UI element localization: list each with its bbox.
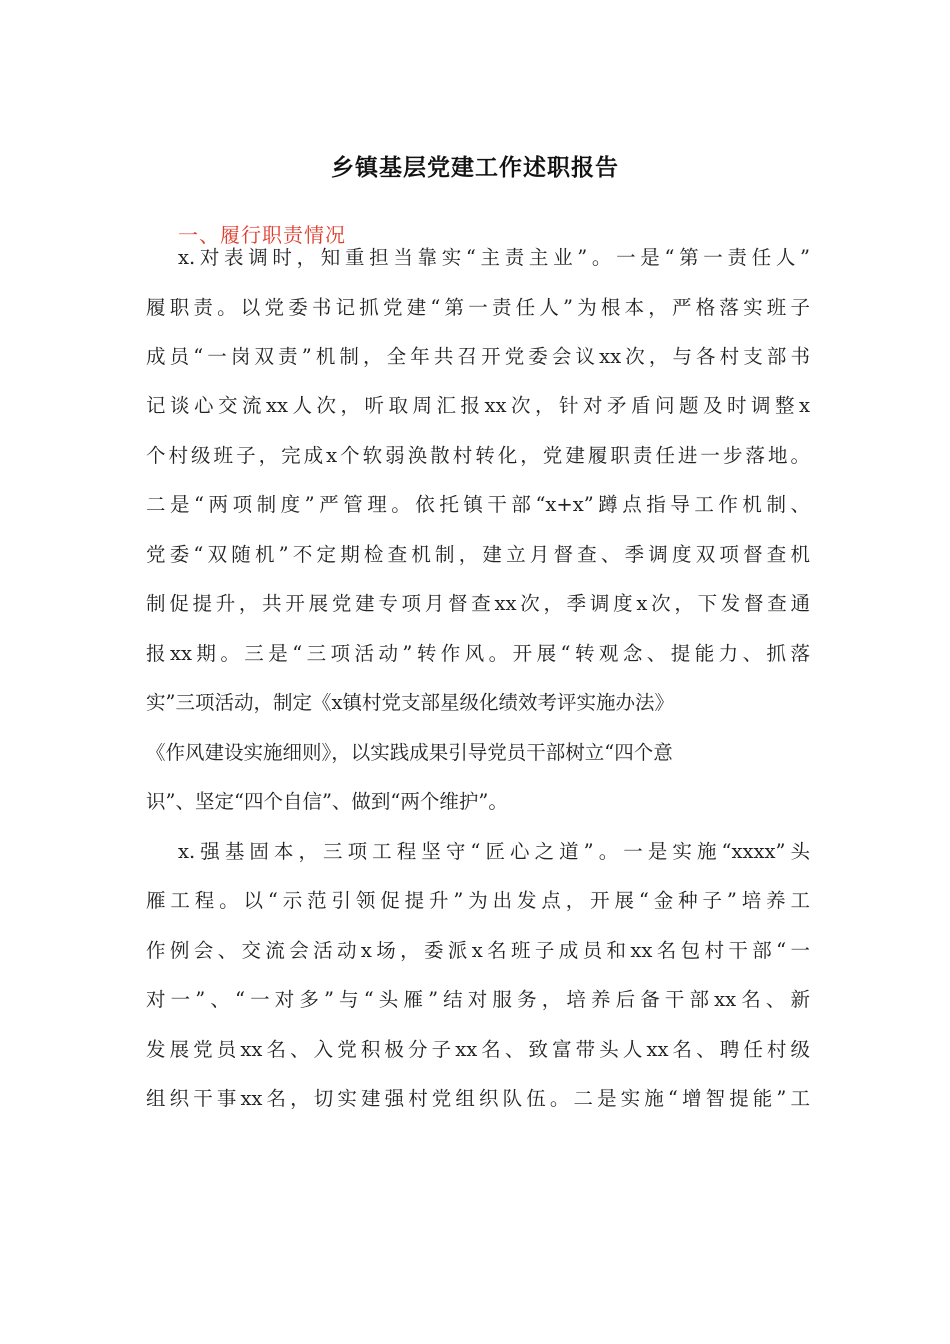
paragraph-line: 记谈心交流xx人次，听取周汇报xx次，针对矛盾问题及时调整x xyxy=(146,394,810,417)
paragraph-line: 《作风建设实施细则》，以实践成果引导党员干部树立“四个意 xyxy=(146,741,673,764)
paragraph-line: 实”三项活动，制定《x镇村党支部星级化绩效考评实施办法》 xyxy=(146,691,674,714)
paragraph-line: 制促提升，共开展党建专项月督查xx次，季调度x次，下发督查通 xyxy=(146,592,810,615)
paragraph-line: 党委“双随机”不定期检查机制，建立月督查、季调度双项督查机 xyxy=(146,543,810,566)
paragraph-line: 报xx期。三是“三项活动”转作风。开展“转观念、提能力、抓落 xyxy=(146,642,810,665)
section-heading: 一、履行职责情况 xyxy=(178,223,346,247)
paragraph-line: 识”、坚定“四个自信”、做到“两个维护”。 xyxy=(146,790,508,813)
paragraph-line: 二是“两项制度”严管理。依托镇干部“x+x”蹲点指导工作机制、 xyxy=(146,493,810,516)
paragraph-line: x.对表调时，知重担当靠实“主责主业”。一是“第一责任人” xyxy=(178,246,810,269)
paragraph-line: 对一”、“一对多”与“头雁”结对服务，培养后备干部xx名、新 xyxy=(146,988,810,1011)
paragraph-line: 组织干事xx名，切实建强村党组织队伍。二是实施“增智提能”工 xyxy=(146,1087,810,1110)
paragraph-line: 履职责。以党委书记抓党建“第一责任人”为根本，严格落实班子 xyxy=(146,296,810,319)
paragraph-line: 成员“一岗双责”机制，全年共召开党委会议xx次，与各村支部书 xyxy=(146,345,810,368)
paragraph-line: 个村级班子，完成x个软弱涣散村转化，党建履职责任进一步落地。 xyxy=(146,444,810,467)
paragraph-line: 作例会、交流会活动x场，委派x名班子成员和xx名包村干部“一 xyxy=(146,939,810,962)
paragraph-line: 发展党员xx名、入党积极分子xx名、致富带头人xx名、聘任村级 xyxy=(146,1038,810,1061)
paragraph-line: 雁工程。以“示范引领促提升”为出发点，开展“金种子”培养工 xyxy=(146,889,810,912)
document-title: 乡镇基层党建工作述职报告 xyxy=(331,154,619,181)
paragraph-line: x.强基固本，三项工程坚守“匠心之道”。一是实施“xxxx”头 xyxy=(178,840,810,863)
